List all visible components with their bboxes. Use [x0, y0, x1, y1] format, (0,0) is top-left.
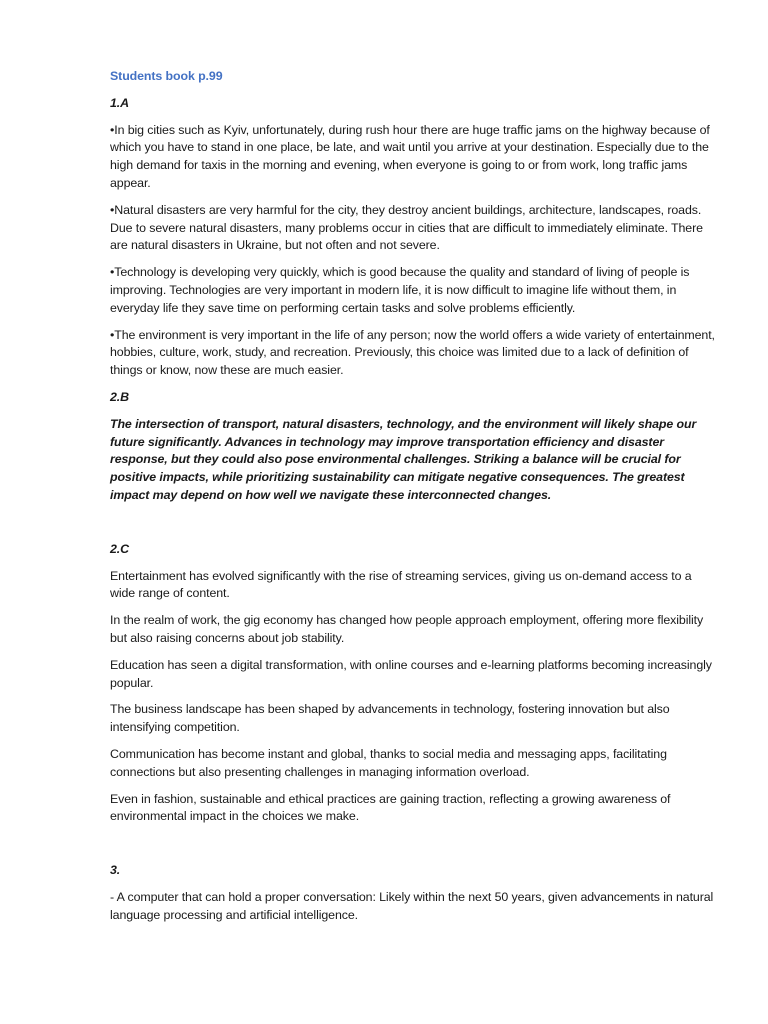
- paragraph-3-computer: - A computer that can hold a proper conversation: Likely within the next 50 years, given advancements in natural language processing and artificial intelligence.: [110, 889, 714, 922]
- paragraph-2c-fashion: Even in fashion, sustainable and ethical practices are gaining traction, reflecting a growing awareness of environmental impact in the choices we make.: [110, 791, 671, 824]
- paragraph-2c-entertainment: Entertainment has evolved significantly with the rise of streaming services, giving us on-demand access to a wide range of content.: [110, 568, 692, 601]
- paragraph-2b: The intersection of transport, natural disasters, technology, and the environment will likely shape our future significantly. Advances in technology may improve transportation efficiency and disaster response, but they could also pose environmental challenges. Striking a balance will be crucial for positive impacts, while prioritizing sustainability can mitigate negative consequences. The greatest impact may depend on how well we navigate these interconnected changes.: [110, 416, 697, 502]
- paragraph-2c-education: Education has seen a digital transformation, with online courses and e-learning platforms becoming increasingly popular.: [110, 657, 712, 690]
- document-title: Students book p.99: [110, 69, 223, 83]
- paragraph-1a-disasters: •Natural disasters are very harmful for the city, they destroy ancient buildings, architecture, landscapes, roads. Due to severe natural disasters, many problems occur in cities that are difficult to immediately eliminate. There are natural disasters in Ukraine, but not often and not severe.: [110, 202, 703, 253]
- section-heading-1a: 1.A: [110, 95, 129, 110]
- paragraph-2c-communication: Communication has become instant and global, thanks to social media and messaging apps, facilitating connections but also presenting challenges in managing information overload.: [110, 746, 667, 779]
- section-heading-2c: 2.C: [110, 541, 129, 556]
- document-page: [110, 68, 716, 933]
- section-heading-3: 3.: [110, 863, 121, 878]
- spacer: [110, 835, 716, 862]
- spacer: [110, 514, 716, 541]
- paragraph-1a-technology: •Technology is developing very quickly, which is good because the quality and standard of living of people is improving. Technologies are very important in modern life, it is now difficult to imagine life without them, in everyday life they save time on performing certain tasks and solve problems efficiently.: [110, 265, 690, 315]
- paragraph-1a-environment: •The environment is very important in the life of any person; now the world offers a wide variety of entertainment, hobbies, culture, work, study, and recreation. Previously, this choice was limited due to a lack of definition of things or know, now these are much easier.: [110, 327, 715, 378]
- paragraph-1a-traffic: •In big cities such as Kyiv, unfortunately, during rush hour there are huge traffic jams on the highway because of which you have to stand in one place, be late, and wait until you arrive at your destination. Especially due to the high demand for taxis in the morning and evening, when everyone is going to or from work, long traffic jams appear.: [110, 122, 710, 190]
- paragraph-2c-work: In the realm of work, the gig economy has changed how people approach employment, offering more flexibility but also raising concerns about job stability.: [110, 613, 704, 645]
- paragraph-2c-business: The business landscape has been shaped by advancements in technology, fostering innovation but also intensifying competition.: [110, 702, 670, 735]
- section-heading-2b: 2.B: [110, 389, 129, 404]
